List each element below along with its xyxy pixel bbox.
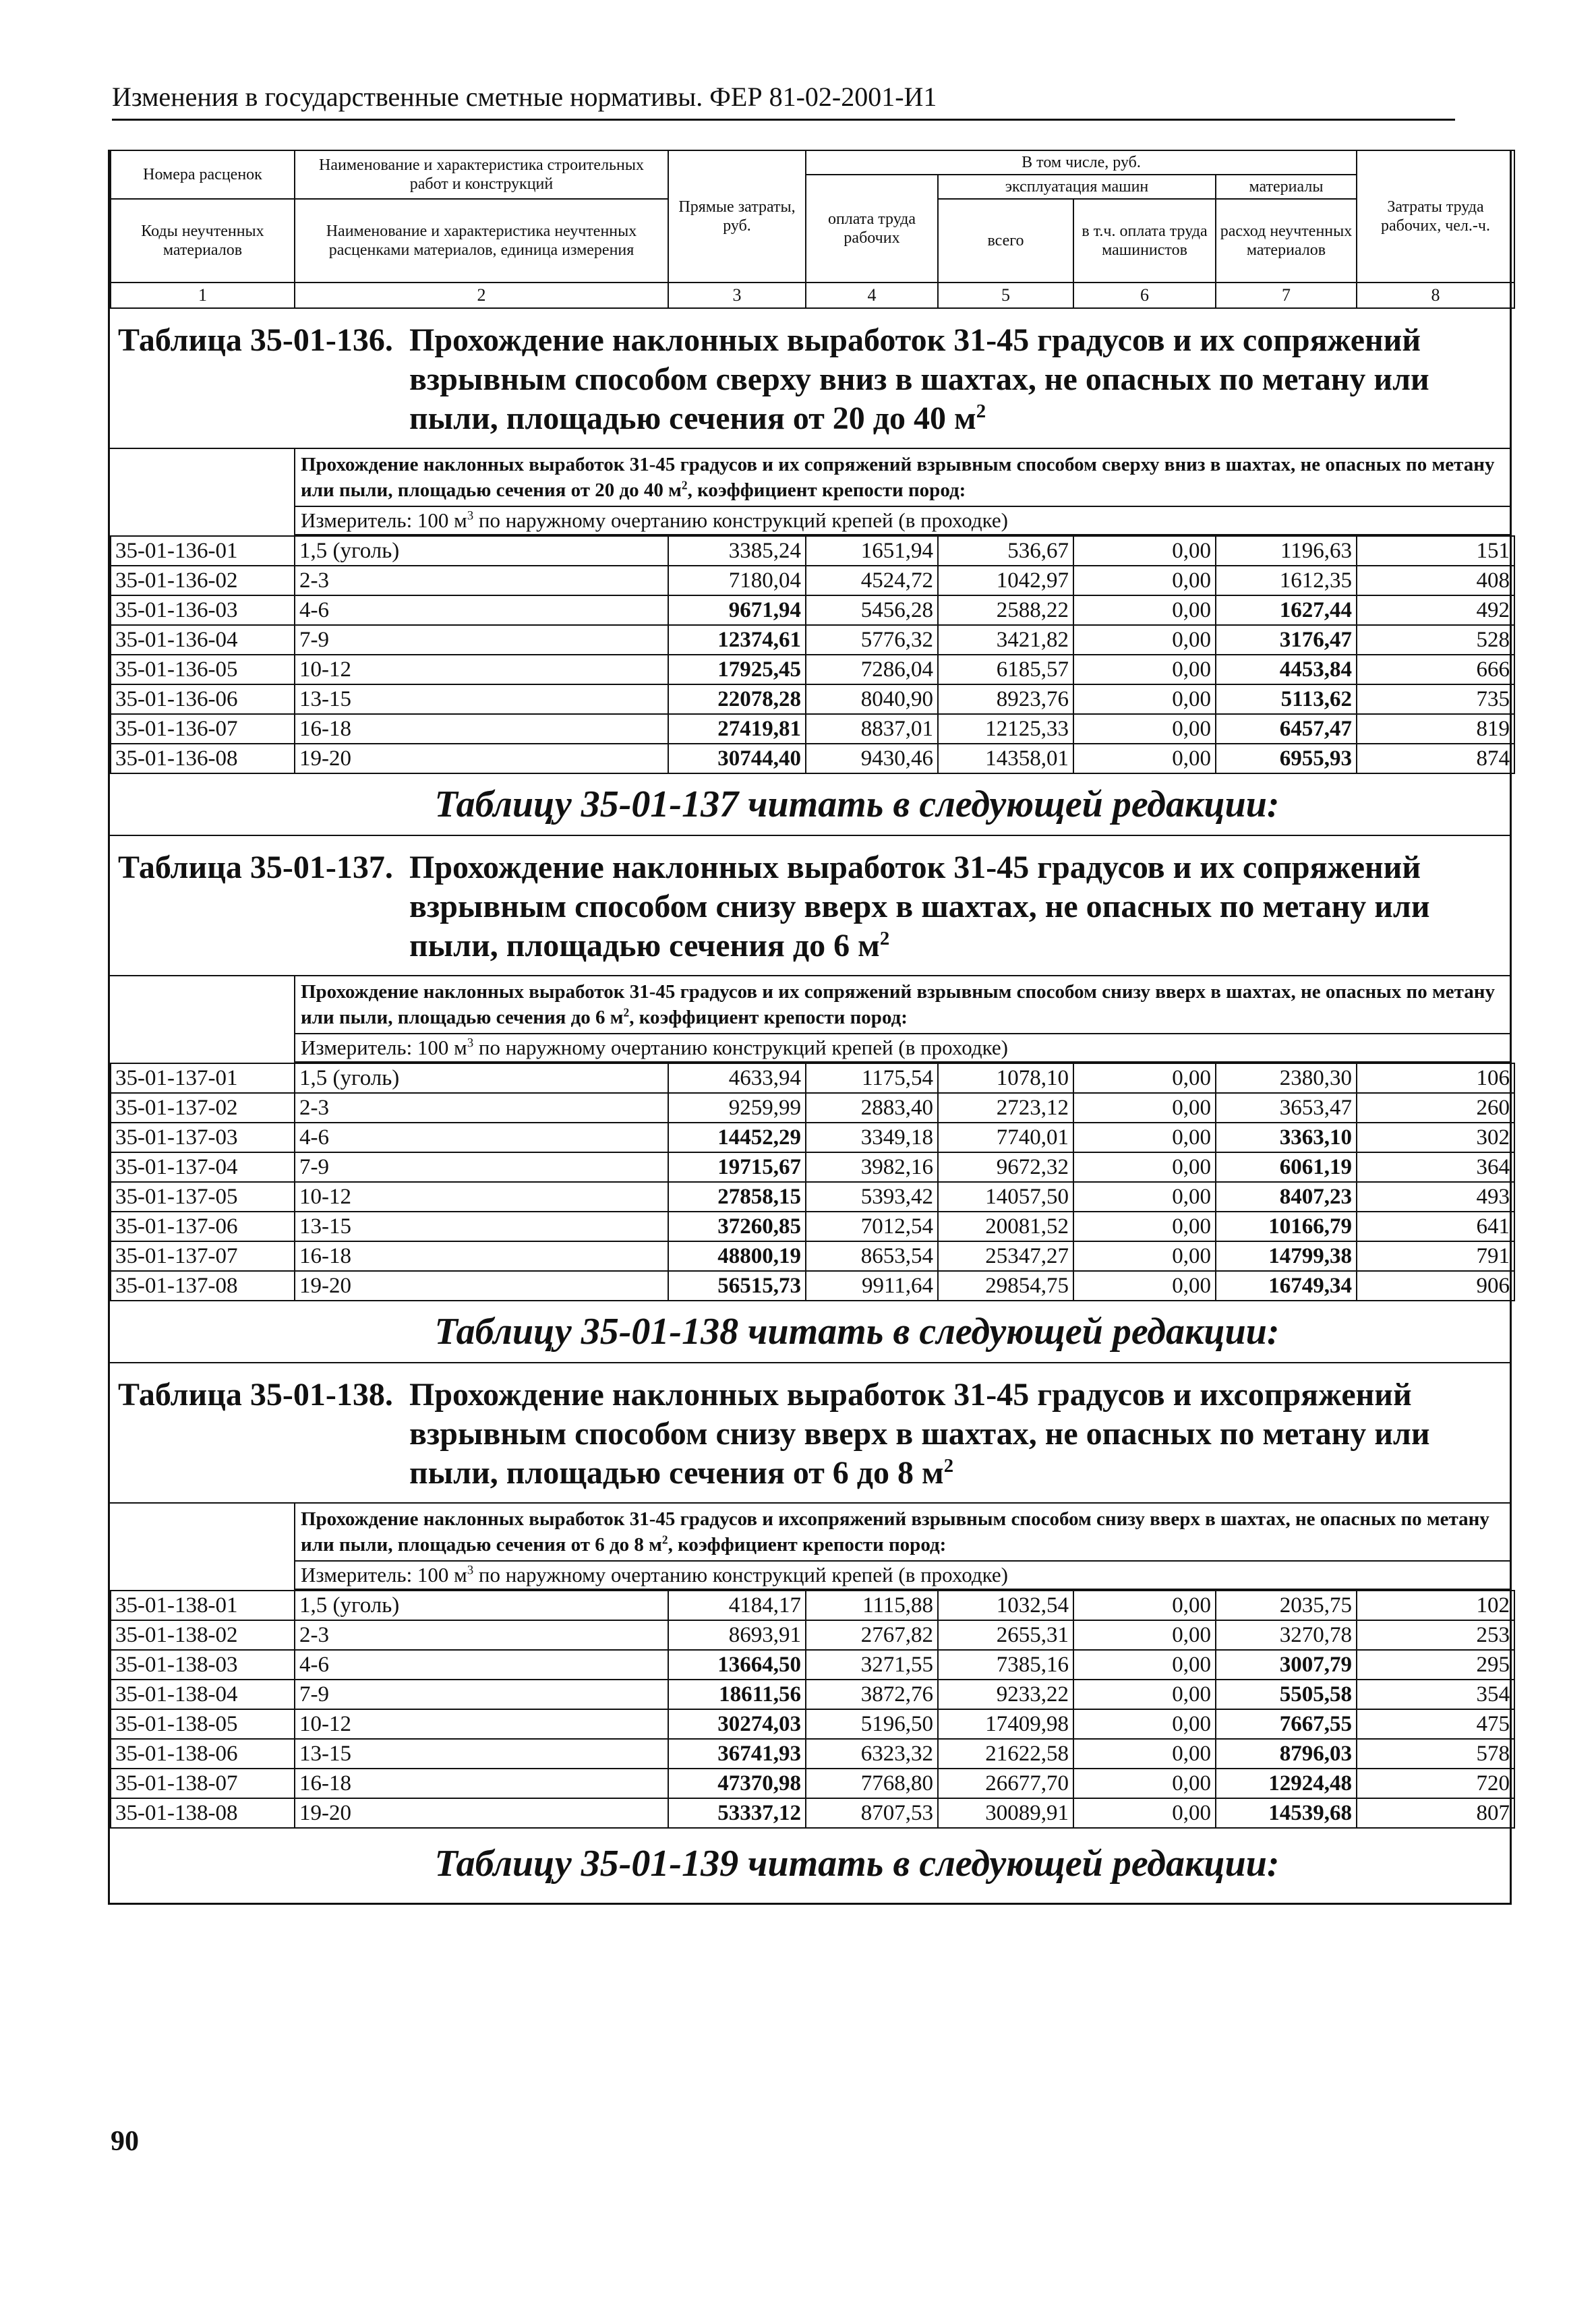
column-header-material-usage: расход неучтенных материалов bbox=[1216, 199, 1357, 283]
table-title-main: Прохождение наклонных выработок 31-45 градусов и ихсопряжений взрывным способом снизу вверх в шахтах, не опасных по метану или пыли, площадью сечения от 6 до 8 м bbox=[409, 1377, 1430, 1491]
description-text: Прохождение наклонных выработок 31-45 градусов и их сопряжений взрывным способом сверху вниз в шахтах, не опасных по метану или пыли, площадью сечения от 20 до 40 м bbox=[301, 454, 1495, 501]
table-cell: 19-20 bbox=[295, 1798, 668, 1828]
table-cell: 493 bbox=[1357, 1182, 1514, 1212]
table-cell: 17409,98 bbox=[938, 1709, 1073, 1739]
unit-of-measure bbox=[294, 1034, 1510, 1063]
table-cell: 10-12 bbox=[295, 1709, 668, 1739]
table-cell: 8407,23 bbox=[1216, 1182, 1357, 1212]
column-number: 1 bbox=[111, 283, 295, 308]
table-cell: 53337,12 bbox=[668, 1798, 806, 1828]
table-row bbox=[111, 595, 1514, 625]
table-title-main: Прохождение наклонных выработок 31-45 градусов и их сопряжений взрывным способом снизу вверх в шахтах, не опасных по метану или пыли, площадью сечения до 6 м bbox=[409, 850, 1430, 964]
superscript: 2 bbox=[943, 1455, 954, 1477]
unit-prefix: Измеритель: 100 м bbox=[301, 1036, 467, 1059]
table-cell: 8796,03 bbox=[1216, 1739, 1357, 1769]
table-cell: 151 bbox=[1357, 536, 1514, 566]
table-cell: 1032,54 bbox=[938, 1591, 1073, 1620]
table-cell: 0,00 bbox=[1073, 625, 1216, 655]
table-cell: 6185,57 bbox=[938, 655, 1073, 684]
table-description bbox=[294, 1504, 1510, 1562]
table-cell: 6457,47 bbox=[1216, 714, 1357, 744]
table-cell: 35-01-136-04 bbox=[111, 625, 295, 655]
description-tail: , коэффициент крепости пород: bbox=[687, 479, 966, 501]
table-cell: 9430,46 bbox=[806, 744, 938, 773]
table-cell: 0,00 bbox=[1073, 744, 1216, 773]
table-cell: 16749,34 bbox=[1216, 1271, 1357, 1301]
table-cell: 7180,04 bbox=[668, 566, 806, 595]
table-cell: 13664,50 bbox=[668, 1650, 806, 1680]
table-cell: 0,00 bbox=[1073, 1212, 1216, 1241]
table-cell: 2-3 bbox=[295, 566, 668, 595]
table-cell: 2767,82 bbox=[806, 1620, 938, 1650]
table-cell: 0,00 bbox=[1073, 1241, 1216, 1271]
table-cell: 5393,42 bbox=[806, 1182, 938, 1212]
table-cell: 3872,76 bbox=[806, 1680, 938, 1709]
table-cell: 48800,19 bbox=[668, 1241, 806, 1271]
table-cell: 12374,61 bbox=[668, 625, 806, 655]
table-cell: 0,00 bbox=[1073, 595, 1216, 625]
table-cell: 0,00 bbox=[1073, 1182, 1216, 1212]
table-cell: 0,00 bbox=[1073, 1650, 1216, 1680]
column-header-work-name: Наименование и характеристика строительных работ и конструкций bbox=[295, 150, 668, 199]
table-row bbox=[111, 744, 1514, 773]
edition-note: Таблицу 35-01-139 читать в следующей редакции: bbox=[434, 1843, 1280, 1885]
table-cell: 6323,32 bbox=[806, 1739, 938, 1769]
table-cell: 0,00 bbox=[1073, 536, 1216, 566]
superscript: 3 bbox=[467, 1036, 474, 1050]
table-cell: 720 bbox=[1357, 1769, 1514, 1798]
table-cell: 22078,28 bbox=[668, 684, 806, 714]
table-cell: 4-6 bbox=[295, 595, 668, 625]
table-description bbox=[294, 976, 1510, 1034]
table-cell: 35-01-137-06 bbox=[111, 1212, 295, 1241]
table-cell: 536,67 bbox=[938, 536, 1073, 566]
table-cell: 260 bbox=[1357, 1093, 1514, 1123]
table-cell: 9911,64 bbox=[806, 1271, 938, 1301]
table-cell: 16-18 bbox=[295, 714, 668, 744]
table-cell: 9259,99 bbox=[668, 1093, 806, 1123]
table-cell: 3270,78 bbox=[1216, 1620, 1357, 1650]
unit-suffix: по наружному очертанию конструкций крепей (в проходке) bbox=[473, 1563, 1008, 1587]
table-cell: 7012,54 bbox=[806, 1212, 938, 1241]
table-cell: 0,00 bbox=[1073, 1739, 1216, 1769]
table-cell: 2380,30 bbox=[1216, 1063, 1357, 1093]
table-cell: 906 bbox=[1357, 1271, 1514, 1301]
rates-table bbox=[110, 1590, 1515, 1829]
table-cell: 35-01-138-01 bbox=[111, 1591, 295, 1620]
table-cell: 0,00 bbox=[1073, 1093, 1216, 1123]
table-cell: 0,00 bbox=[1073, 1620, 1216, 1650]
table-cell: 1,5 (уголь) bbox=[295, 536, 668, 566]
table-cell: 29854,75 bbox=[938, 1271, 1073, 1301]
table-cell: 4-6 bbox=[295, 1123, 668, 1152]
table-cell: 13-15 bbox=[295, 1739, 668, 1769]
table-cell: 819 bbox=[1357, 714, 1514, 744]
table-cell: 475 bbox=[1357, 1709, 1514, 1739]
table-cell: 5456,28 bbox=[806, 595, 938, 625]
table-row bbox=[111, 655, 1514, 684]
table-cell: 253 bbox=[1357, 1620, 1514, 1650]
table-cell: 56515,73 bbox=[668, 1271, 806, 1301]
table-row bbox=[111, 1680, 1514, 1709]
column-number: 8 bbox=[1357, 283, 1514, 308]
table-cell: 3385,24 bbox=[668, 536, 806, 566]
table-title-main: Прохождение наклонных выработок 31-45 градусов и их сопряжений взрывным способом сверху вниз в шахтах, не опасных по метану или пыли, площадью сечения от 20 до 40 м bbox=[409, 322, 1429, 436]
table-cell: 354 bbox=[1357, 1680, 1514, 1709]
table-cell: 2588,22 bbox=[938, 595, 1073, 625]
table-cell: 7385,16 bbox=[938, 1650, 1073, 1680]
table-description bbox=[294, 449, 1510, 507]
table-cell: 0,00 bbox=[1073, 1769, 1216, 1798]
table-row bbox=[111, 1152, 1514, 1182]
superscript: 2 bbox=[681, 478, 688, 492]
superscript: 3 bbox=[467, 508, 474, 523]
table-cell: 26677,70 bbox=[938, 1769, 1073, 1798]
table-row bbox=[111, 625, 1514, 655]
table-cell: 4453,84 bbox=[1216, 655, 1357, 684]
table-cell: 20081,52 bbox=[938, 1212, 1073, 1241]
table-cell: 12924,48 bbox=[1216, 1769, 1357, 1798]
table-cell: 35-01-137-02 bbox=[111, 1093, 295, 1123]
table-cell: 1196,63 bbox=[1216, 536, 1357, 566]
table-cell: 47370,98 bbox=[668, 1769, 806, 1798]
table-cell: 27419,81 bbox=[668, 714, 806, 744]
table-cell: 2723,12 bbox=[938, 1093, 1073, 1123]
column-header-codes: Номера расценок bbox=[111, 150, 295, 199]
table-row bbox=[111, 1591, 1514, 1620]
table-cell: 8837,01 bbox=[806, 714, 938, 744]
table-cell: 14358,01 bbox=[938, 744, 1073, 773]
table-cell: 36741,93 bbox=[668, 1739, 806, 1769]
table-cell: 30274,03 bbox=[668, 1709, 806, 1739]
table-cell: 666 bbox=[1357, 655, 1514, 684]
table-cell: 874 bbox=[1357, 744, 1514, 773]
table-cell: 2035,75 bbox=[1216, 1591, 1357, 1620]
column-number: 4 bbox=[806, 283, 938, 308]
unit-suffix: по наружному очертанию конструкций крепей (в проходке) bbox=[473, 1036, 1008, 1059]
table-cell: 0,00 bbox=[1073, 1063, 1216, 1093]
superscript: 2 bbox=[976, 401, 986, 422]
superscript: 2 bbox=[623, 1005, 630, 1019]
table-cell: 0,00 bbox=[1073, 684, 1216, 714]
table-cell: 8923,76 bbox=[938, 684, 1073, 714]
table-cell: 5196,50 bbox=[806, 1709, 938, 1739]
table-cell: 102 bbox=[1357, 1591, 1514, 1620]
table-cell: 35-01-136-02 bbox=[111, 566, 295, 595]
table-cell: 35-01-138-04 bbox=[111, 1680, 295, 1709]
table-cell: 35-01-136-03 bbox=[111, 595, 295, 625]
table-cell: 1042,97 bbox=[938, 566, 1073, 595]
superscript: 3 bbox=[467, 1563, 474, 1578]
table-cell: 9233,22 bbox=[938, 1680, 1073, 1709]
edition-note: Таблицу 35-01-137 читать в следующей редакции: bbox=[110, 774, 1510, 836]
table-row bbox=[111, 1212, 1514, 1241]
table-cell: 578 bbox=[1357, 1739, 1514, 1769]
table-cell: 3363,10 bbox=[1216, 1123, 1357, 1152]
column-header-material-name: Наименование и характеристика неучтенных расценками материалов, единица измерения bbox=[295, 199, 668, 283]
table-cell: 528 bbox=[1357, 625, 1514, 655]
description-tail: , коэффициент крепости пород: bbox=[629, 1007, 908, 1028]
table-cell: 17925,45 bbox=[668, 655, 806, 684]
table-cell: 735 bbox=[1357, 684, 1514, 714]
column-number: 2 bbox=[295, 283, 668, 308]
table-title bbox=[110, 836, 1510, 976]
table-cell: 8693,91 bbox=[668, 1620, 806, 1650]
unit-of-measure bbox=[294, 1562, 1510, 1590]
table-cell: 35-01-138-03 bbox=[111, 1650, 295, 1680]
table-cell: 30744,40 bbox=[668, 744, 806, 773]
rates-table bbox=[110, 535, 1515, 774]
column-number: 5 bbox=[938, 283, 1073, 308]
table-cell: 9671,94 bbox=[668, 595, 806, 625]
table-cell: 1651,94 bbox=[806, 536, 938, 566]
table-cell: 0,00 bbox=[1073, 1680, 1216, 1709]
table-cell: 1627,44 bbox=[1216, 595, 1357, 625]
table-section bbox=[110, 836, 1510, 1363]
table-cell: 1612,35 bbox=[1216, 566, 1357, 595]
table-number: Таблица 35-01-136. bbox=[118, 322, 393, 358]
column-header-direct-costs: Прямые затраты, руб. bbox=[668, 150, 806, 283]
table-cell: 13-15 bbox=[295, 1212, 668, 1241]
table-cell: 106 bbox=[1357, 1063, 1514, 1093]
table-row bbox=[111, 714, 1514, 744]
table-cell: 35-01-137-03 bbox=[111, 1123, 295, 1152]
table-cell: 4633,94 bbox=[668, 1063, 806, 1093]
table-cell: 10-12 bbox=[295, 655, 668, 684]
table-cell: 35-01-137-04 bbox=[111, 1152, 295, 1182]
table-cell: 35-01-138-07 bbox=[111, 1769, 295, 1798]
unit-of-measure bbox=[294, 507, 1510, 535]
table-cell: 7-9 bbox=[295, 1680, 668, 1709]
table-cell: 807 bbox=[1357, 1798, 1514, 1828]
table-cell: 7-9 bbox=[295, 1152, 668, 1182]
table-cell: 3653,47 bbox=[1216, 1093, 1357, 1123]
table-cell: 35-01-137-05 bbox=[111, 1182, 295, 1212]
table-row bbox=[111, 1798, 1514, 1828]
table-cell: 14799,38 bbox=[1216, 1241, 1357, 1271]
table-row bbox=[111, 536, 1514, 566]
table-cell: 1078,10 bbox=[938, 1063, 1073, 1093]
unit-prefix: Измеритель: 100 м bbox=[301, 508, 467, 532]
column-header-machines-total: всего bbox=[938, 199, 1073, 283]
table-row bbox=[111, 1769, 1514, 1798]
table-cell: 6955,93 bbox=[1216, 744, 1357, 773]
table-cell: 10166,79 bbox=[1216, 1212, 1357, 1241]
table-cell: 27858,15 bbox=[668, 1182, 806, 1212]
table-cell: 0,00 bbox=[1073, 655, 1216, 684]
table-cell: 408 bbox=[1357, 566, 1514, 595]
table-cell: 1115,88 bbox=[806, 1591, 938, 1620]
table-cell: 35-01-136-01 bbox=[111, 536, 295, 566]
superscript: 2 bbox=[661, 1533, 668, 1547]
column-header-group: В том числе, руб. bbox=[806, 150, 1357, 175]
table-cell: 4-6 bbox=[295, 1650, 668, 1680]
table-cell: 0,00 bbox=[1073, 566, 1216, 595]
table-cell: 7286,04 bbox=[806, 655, 938, 684]
table-cell: 8707,53 bbox=[806, 1798, 938, 1828]
table-cell: 492 bbox=[1357, 595, 1514, 625]
table-cell: 35-01-138-06 bbox=[111, 1739, 295, 1769]
table-cell: 1,5 (уголь) bbox=[295, 1063, 668, 1093]
table-cell: 13-15 bbox=[295, 684, 668, 714]
table-cell: 18611,56 bbox=[668, 1680, 806, 1709]
table-cell: 35-01-138-05 bbox=[111, 1709, 295, 1739]
table-cell: 3271,55 bbox=[806, 1650, 938, 1680]
table-row bbox=[111, 1182, 1514, 1212]
table-row bbox=[111, 684, 1514, 714]
table-section bbox=[110, 1363, 1510, 1903]
table-cell: 7740,01 bbox=[938, 1123, 1073, 1152]
description-text: Прохождение наклонных выработок 31-45 градусов и ихсопряжений взрывным способом снизу вверх в шахтах, не опасных по метану или пыли, площадью сечения от 6 до 8 м bbox=[301, 1508, 1489, 1556]
table-cell: 8653,54 bbox=[806, 1241, 938, 1271]
table-cell: 0,00 bbox=[1073, 1798, 1216, 1828]
column-number: 7 bbox=[1216, 283, 1357, 308]
table-row bbox=[111, 1739, 1514, 1769]
column-header-table bbox=[110, 150, 1515, 309]
table-row bbox=[111, 1650, 1514, 1680]
table-cell: 35-01-137-01 bbox=[111, 1063, 295, 1093]
table-cell: 3982,16 bbox=[806, 1152, 938, 1182]
table-cell: 3349,18 bbox=[806, 1123, 938, 1152]
table-cell: 3421,82 bbox=[938, 625, 1073, 655]
table-cell: 30089,91 bbox=[938, 1798, 1073, 1828]
table-cell: 5505,58 bbox=[1216, 1680, 1357, 1709]
column-header-operator-pay: в т.ч. оплата труда машинистов bbox=[1073, 199, 1216, 283]
column-header-labor-hours: Затраты труда рабочих, чел.-ч. bbox=[1357, 150, 1514, 283]
table-cell: 5113,62 bbox=[1216, 684, 1357, 714]
table-cell: 5776,32 bbox=[806, 625, 938, 655]
table-section bbox=[110, 309, 1510, 836]
table-cell: 4184,17 bbox=[668, 1591, 806, 1620]
table-cell: 16-18 bbox=[295, 1769, 668, 1798]
table-cell: 2-3 bbox=[295, 1093, 668, 1123]
table-cell: 1,5 (уголь) bbox=[295, 1591, 668, 1620]
table-cell: 0,00 bbox=[1073, 1271, 1216, 1301]
column-header-worker-pay: оплата труда рабочих bbox=[806, 175, 938, 283]
table-row bbox=[111, 1271, 1514, 1301]
table-title-text bbox=[409, 1375, 1502, 1493]
column-number: 3 bbox=[668, 283, 806, 308]
table-row bbox=[111, 1709, 1514, 1739]
table-cell: 3176,47 bbox=[1216, 625, 1357, 655]
table-cell: 35-01-137-08 bbox=[111, 1271, 295, 1301]
table-cell: 12125,33 bbox=[938, 714, 1073, 744]
table-row bbox=[111, 1620, 1514, 1650]
superscript: 2 bbox=[879, 928, 890, 949]
table-cell: 19715,67 bbox=[668, 1152, 806, 1182]
table-cell: 0,00 bbox=[1073, 1591, 1216, 1620]
description-tail: , коэффициент крепости пород: bbox=[668, 1534, 947, 1556]
unit-prefix: Измеритель: 100 м bbox=[301, 1563, 467, 1587]
sections-container bbox=[110, 309, 1510, 1903]
table-cell: 37260,85 bbox=[668, 1212, 806, 1241]
table-cell: 2-3 bbox=[295, 1620, 668, 1650]
table-cell: 0,00 bbox=[1073, 1152, 1216, 1182]
table-cell: 35-01-136-06 bbox=[111, 684, 295, 714]
table-cell: 295 bbox=[1357, 1650, 1514, 1680]
column-number: 6 bbox=[1073, 283, 1216, 308]
table-cell: 2655,31 bbox=[938, 1620, 1073, 1650]
table-row bbox=[111, 1123, 1514, 1152]
table-cell: 9672,32 bbox=[938, 1152, 1073, 1182]
page-number: 90 bbox=[111, 2126, 139, 2157]
table-cell: 791 bbox=[1357, 1241, 1514, 1271]
table-cell: 3007,79 bbox=[1216, 1650, 1357, 1680]
column-header-material-codes: Коды неучтенных материалов bbox=[111, 199, 295, 283]
table-cell: 14452,29 bbox=[668, 1123, 806, 1152]
table-number: Таблица 35-01-138. bbox=[118, 1377, 393, 1413]
table-title-text bbox=[409, 848, 1502, 966]
table-cell: 35-01-136-07 bbox=[111, 714, 295, 744]
table-title bbox=[110, 1363, 1510, 1504]
table-cell: 0,00 bbox=[1073, 1123, 1216, 1152]
table-cell: 35-01-138-02 bbox=[111, 1620, 295, 1650]
table-cell: 641 bbox=[1357, 1212, 1514, 1241]
table-row bbox=[111, 1063, 1514, 1093]
table-row bbox=[111, 1241, 1514, 1271]
table-cell: 8040,90 bbox=[806, 684, 938, 714]
table-cell: 2883,40 bbox=[806, 1093, 938, 1123]
normative-table-frame bbox=[108, 150, 1512, 1905]
table-cell: 14539,68 bbox=[1216, 1798, 1357, 1828]
table-number: Таблица 35-01-137. bbox=[118, 850, 393, 885]
column-header-machines: эксплуатация машин bbox=[938, 175, 1216, 199]
table-row bbox=[111, 566, 1514, 595]
edition-note: Таблицу 35-01-138 читать в следующей редакции: bbox=[110, 1301, 1510, 1363]
table-cell: 19-20 bbox=[295, 744, 668, 773]
description-text: Прохождение наклонных выработок 31-45 градусов и их сопряжений взрывным способом снизу вверх в шахтах, не опасных по метану или пыли, площадью сечения до 6 м bbox=[301, 981, 1495, 1028]
rates-table bbox=[110, 1063, 1515, 1301]
table-cell: 7667,55 bbox=[1216, 1709, 1357, 1739]
table-cell: 35-01-137-07 bbox=[111, 1241, 295, 1271]
table-cell: 16-18 bbox=[295, 1241, 668, 1271]
table-cell: 364 bbox=[1357, 1152, 1514, 1182]
table-row bbox=[111, 1093, 1514, 1123]
table-title-text bbox=[409, 321, 1502, 438]
table-cell: 1175,54 bbox=[806, 1063, 938, 1093]
table-cell: 302 bbox=[1357, 1123, 1514, 1152]
table-cell: 35-01-136-05 bbox=[111, 655, 295, 684]
table-cell: 35-01-138-08 bbox=[111, 1798, 295, 1828]
column-header-materials: материалы bbox=[1216, 175, 1357, 199]
running-header: Изменения в государственные сметные нормативы. ФЕР 81-02-2001-И1 bbox=[112, 80, 1455, 121]
table-cell: 19-20 bbox=[295, 1271, 668, 1301]
table-cell: 14057,50 bbox=[938, 1182, 1073, 1212]
table-cell: 0,00 bbox=[1073, 1709, 1216, 1739]
table-cell: 35-01-136-08 bbox=[111, 744, 295, 773]
table-cell: 4524,72 bbox=[806, 566, 938, 595]
table-cell: 7768,80 bbox=[806, 1769, 938, 1798]
table-cell: 0,00 bbox=[1073, 714, 1216, 744]
table-cell: 25347,27 bbox=[938, 1241, 1073, 1271]
table-cell: 7-9 bbox=[295, 625, 668, 655]
table-cell: 21622,58 bbox=[938, 1739, 1073, 1769]
table-cell: 10-12 bbox=[295, 1182, 668, 1212]
unit-suffix: по наружному очертанию конструкций крепей (в проходке) bbox=[473, 508, 1008, 532]
table-title bbox=[110, 309, 1510, 449]
table-cell: 6061,19 bbox=[1216, 1152, 1357, 1182]
